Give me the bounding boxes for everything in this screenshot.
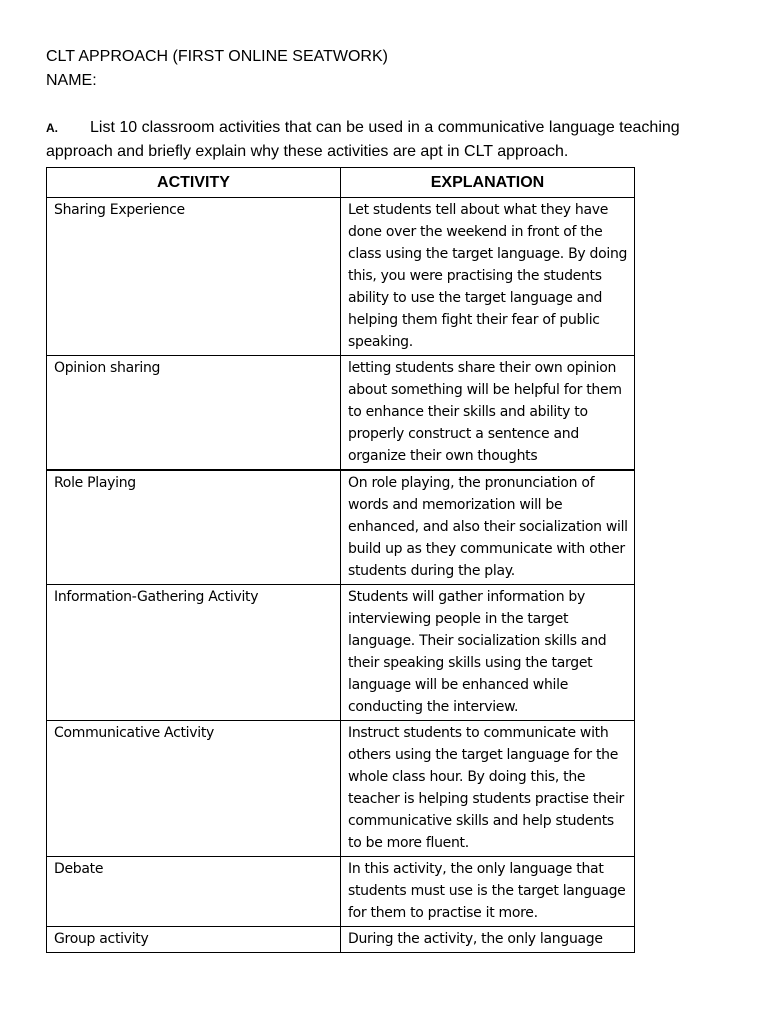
activity-cell: Debate [47, 857, 341, 927]
explanation-cell: Students will gather information by interviewing people in the target language. Their socialization skills and their speaking skills using the target language will be enhanced while conducting the interview. [341, 585, 635, 721]
explanation-cell: In this activity, the only language that students must use is the target language for them to practise it more. [341, 857, 635, 927]
document-title: CLT APPROACH (FIRST ONLINE SEATWORK) [46, 48, 388, 65]
table-row [47, 927, 635, 953]
activity-cell: Opinion sharing [47, 356, 341, 471]
table-row [47, 585, 635, 721]
name-label: NAME: [46, 72, 97, 89]
table-header-row [47, 168, 635, 198]
explanation-cell: Instruct students to communicate with others using the target language for the whole class hour. By doing this, the teacher is helping students practise their communicative skills and help students to be more fluent. [341, 721, 635, 857]
activity-cell: Information-Gathering Activity [47, 585, 341, 721]
table-row [47, 721, 635, 857]
table-row [47, 470, 635, 585]
explanation-column-header: EXPLANATION [341, 168, 635, 198]
activity-cell: Communicative Activity [47, 721, 341, 857]
item-marker: A. [46, 121, 58, 135]
activity-column-header: ACTIVITY [47, 168, 341, 198]
instruction-paragraph [46, 116, 706, 164]
activity-cell: Group activity [47, 927, 341, 953]
table-row [47, 356, 635, 471]
explanation-cell: Let students tell about what they have done over the weekend in front of the class using the target language. By doing this, you were practising the students ability to use the target language and helping them fight their fear of public speaking. [341, 198, 635, 356]
table-row [47, 857, 635, 927]
activities-table [46, 167, 635, 953]
explanation-cell: letting students share their own opinion about something will be helpful for them to enhance their skills and ability to properly construct a sentence and organize their own thoughts [341, 356, 635, 471]
explanation-cell: During the activity, the only language [341, 927, 635, 953]
instruction-text: List 10 classroom activities that can be used in a communicative language teaching approach and briefly explain why these activities are apt in CLT approach. [46, 119, 680, 160]
activity-cell: Sharing Experience [47, 198, 341, 356]
activity-cell: Role Playing [47, 470, 341, 585]
table-row [47, 198, 635, 356]
explanation-cell: On role playing, the pronunciation of words and memorization will be enhanced, and also their socialization will build up as they communicate with other students during the play. [341, 470, 635, 585]
